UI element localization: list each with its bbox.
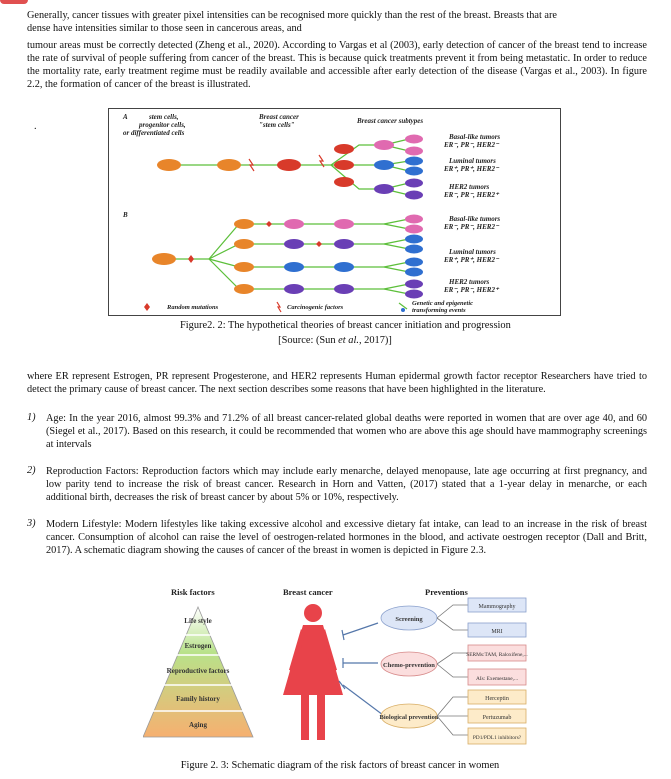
intro-line-2: dense have intensities similar to those seen in cancerous areas, and (27, 23, 302, 34)
item-ais: AIs: Exemestane,... (475, 676, 519, 682)
item-serms: SERMs:TAM, Raloxifene,... (466, 652, 528, 658)
risk-factors-header: Risk factors (171, 587, 215, 597)
item-pd1: PD1/PDL1 inhibitors? (472, 735, 522, 741)
prevention-chemo: Chemo-prevention (383, 662, 435, 669)
item-mammography: Mammography (478, 604, 516, 610)
panel-b-cells (152, 215, 423, 299)
header-bcsc-1: Breast cancer (259, 113, 299, 121)
panel-a-label: A (123, 113, 128, 121)
progenitor-cell (217, 159, 241, 171)
panel-b-label: B (123, 211, 128, 219)
breast-cancer-header: Breast cancer (283, 587, 333, 597)
item-herceptin: Herceptin (485, 696, 509, 702)
page-edge-mark (0, 0, 28, 4)
risk-factors-diagram (143, 585, 543, 757)
intro-line-1: Generally, cancer tissues with greater pixel intensities can be recognised more quickly than the rest of the breast. Breasts that are (27, 10, 557, 21)
source-prefix: [Source: (Sun (278, 335, 339, 346)
figure-2-2-source (240, 335, 430, 346)
item-pertuzumab: Pertuzumab (482, 715, 512, 721)
item-2-text: Reproduction Factors: Reproduction factors which may include early menarche, delayed menopause, late age occurring at first pregnancy, and low parity tend to increase the risk of breast cancer. Research in Horn and Vatten, (2017) stated that a 1-year delay in menarche, or each additional birth, decreases the risk of breast cancer by about 5% or 10%, respectively. (46, 466, 647, 504)
woman-icon (283, 604, 343, 740)
pyramid-life-style: Life style (184, 617, 212, 625)
figure-2-2 (108, 108, 561, 316)
pyramid-aging: Aging (189, 721, 207, 729)
pyramid-estrogen: Estrogen (184, 642, 212, 650)
header-stem-2: progenitor cells, (139, 121, 186, 129)
legend-genetic-2: transforming events (412, 307, 466, 314)
inhibition-lines (339, 623, 383, 715)
figure-2-2-caption: Figure2. 2: The hypothetical theories of breast cancer initiation and progression (180, 320, 511, 331)
subtype-a1-name: Basal-like tumors (449, 133, 501, 141)
preventions-header: Preventions (425, 587, 468, 597)
prevention-biological: Biological prevention (379, 714, 439, 721)
item-2-number: 2) (27, 465, 36, 476)
stray-dot: . (34, 121, 37, 132)
prevention-screening: Screening (395, 616, 423, 623)
legend-mutations: Random mutations (167, 304, 219, 311)
cancer-progression-diagram (109, 109, 560, 315)
subtype-b1-markers: ER⁻, PR⁻, HER2⁻ (444, 223, 499, 231)
header-stem-1: stem cells, (149, 113, 179, 121)
intro-paragraph: tumour areas must be correctly detected (Zheng et al., 2020). According to Vargas et al (2003), early detection of cancer of the breast tend to increase the rate of survival of people suffering from cancer of the breast. This is because quick treatments prevent it from being metastatic. In order to reduce the mortality rate, early treatment regime must be readily available and accessible after early detection of the disease (Vargas et al., 2003). In figure 2.2, the formation of cancer of the breast is illustrated. (27, 40, 647, 91)
stem-cell (157, 159, 181, 171)
item-3-text: Modern Lifestyle: Modern lifestyles like taking excessive alcohol and excessive dietary fat intake, can lead to an increase in the risk of breast cancer. Consumption of alcohol can raise the level of oestrogen-related hormones in the blood, and activate oestrogen receptor (Dall and Britt, 2017). A schematic diagram showing the causes of cancer of the breast in women is depicted in Figure 2.3. (46, 519, 647, 557)
abbreviation-paragraph: where ER represent Estrogen, PR represent Progesterone, and HER2 represents Human epidermal growth factor receptor Researchers have tried to detect the primary cause of breast cancer. The next section describes some reasons that have been highlighted in the literature. (27, 371, 647, 396)
subtype-a1-markers: ER⁻, PR⁻, HER2⁻ (444, 141, 499, 149)
item-mri: MRI (491, 629, 503, 635)
subtype-b2-name: Luminal tumors (449, 248, 496, 256)
subtype-a3-markers: ER⁻, PR⁻, HER2⁺ (444, 191, 499, 199)
item-1-number: 1) (27, 412, 36, 423)
panel-a-cells (157, 135, 423, 200)
source-suffix: 2017)] (361, 335, 392, 346)
subtype-a2-name: Luminal tumors (449, 157, 496, 165)
header-subtypes: Breast cancer subtypes (357, 117, 424, 125)
header-bcsc-2: "stem cells" (259, 121, 295, 129)
legend-carcinogenic: Carcinogenic factors (287, 304, 344, 311)
bcsc-cell (277, 159, 301, 171)
subtype-b3-name: HER2 tumors (449, 278, 490, 286)
header-stem-3: or differentiated cells (123, 129, 185, 137)
pyramid-reproductive: Reproductive factors (166, 667, 230, 675)
item-3-number: 3) (27, 518, 36, 529)
item-1-text: Age: In the year 2016, almost 99.3% and 71.2% of all breast cancer-related global deaths were reported in women that are over age 40, and 60 (Siegel et al., 2017). Based on this research, it could be recommended that women who are above this age should have mammography screenings at intervals (46, 413, 647, 451)
legend-genetic-1: Genetic and epigenetic (412, 300, 474, 307)
subtype-b2-markers: ER⁺, PR⁺, HER2⁻ (444, 256, 499, 264)
subtype-b1-name: Basal-like tumors (449, 215, 501, 223)
figure-2-3 (143, 585, 543, 757)
prevention-item-boxes (468, 598, 526, 744)
source-etal: et al., (338, 335, 362, 346)
figure-2-3-caption: Figure 2. 3: Schematic diagram of the risk factors of breast cancer in women (180, 760, 500, 771)
subtype-a2-markers: ER⁺, PR⁺, HER2⁻ (444, 165, 499, 173)
pyramid-family-history: Family history (176, 695, 220, 703)
subtype-b3-markers: ER⁻, PR⁻, HER2⁺ (444, 286, 499, 294)
subtype-a3-name: HER2 tumors (449, 183, 490, 191)
